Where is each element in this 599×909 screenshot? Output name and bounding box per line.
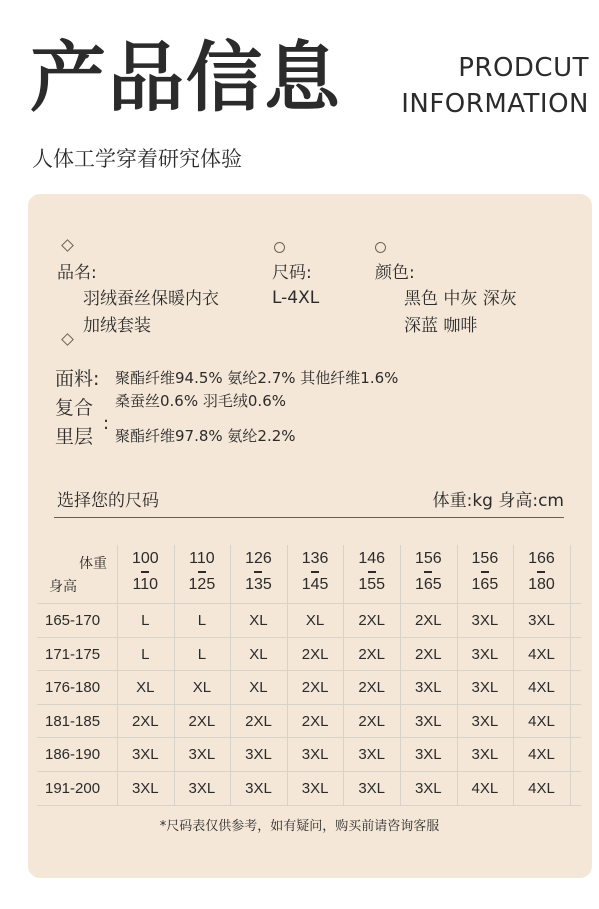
grid-hline [37,637,581,638]
weight-range-top: 146 [358,550,386,567]
english-title-line2: INFORMATION [401,89,589,119]
size-cell: 3XL [528,612,555,629]
color-values-line2: 深蓝 咖啡 [404,316,478,336]
size-cell: 2XL [131,712,159,730]
size-cell: 3XL [358,746,386,764]
product-name-line1: 羽绒蚕丝保暖内衣 [83,289,219,309]
grid-hline [37,704,581,705]
size-cell: 3XL [301,780,329,797]
weight-range-header [457,551,514,593]
weight-range-header [287,551,344,593]
size-cell: 3XL [358,780,386,797]
grid-hline [37,670,581,671]
size-cell: 2XL [358,612,386,629]
weight-range-header [400,551,457,593]
fabric-value: 聚酯纤维94.5% 氨纶2.7% 其他纤维1.6% [115,369,399,387]
size-cell: L [197,612,207,629]
size-cell: 3XL [414,679,442,697]
size-cell: 3XL [245,746,272,764]
size-cell: 4XL [528,746,555,764]
weight-range-header [230,551,287,593]
product-name-line2: 加绒套装 [83,316,151,336]
range-dash [141,571,149,573]
lining-label: 里层 [55,426,94,448]
weight-range-bottom: 145 [301,575,329,593]
size-cell: 4XL [528,780,555,797]
size-cell: 3XL [471,746,499,764]
weight-range-bottom: 165 [414,575,442,593]
size-cell: 3XL [414,746,442,764]
range-dash [311,571,319,573]
weight-range-top: 166 [528,550,555,567]
grid-hline [37,771,581,772]
height-range-label: 181-185 [45,712,101,730]
range-dash [368,571,376,573]
range-dash [254,571,262,573]
color-values-line1: 黑色 中灰 深灰 [404,289,517,309]
weight-range-header [513,551,570,593]
weight-range-top: 110 [189,550,215,567]
weight-range-bottom: 135 [245,575,272,593]
weight-range-bottom: 110 [132,575,159,593]
size-cell: 2XL [358,712,386,730]
english-title-line1: PRODCUT [458,53,589,83]
circle-bullet-icon [274,242,285,253]
fabric-label: 面料: [55,368,100,390]
weight-range-header [343,551,400,593]
size-chart-note: *尺码表仅供参考，如有疑问，购买前请咨询客服 [159,819,440,834]
height-range-label: 186-190 [45,746,101,764]
size-cell: XL [249,612,268,629]
size-section-heading: 选择您的尺码 [57,491,159,511]
composite-value: 桑蚕丝0.6% 羽毛绒0.6% [115,392,286,410]
height-range-label: 165-170 [45,612,101,629]
weight-range-top: 136 [301,550,329,567]
grid-hline [37,737,581,738]
grid-vline [570,545,571,805]
page-subtitle: 人体工学穿着研究体验 [32,147,242,171]
weight-range-bottom: 180 [528,575,555,593]
size-cell: 3XL [131,746,159,764]
size-cell: 2XL [358,679,386,697]
range-dash [424,571,432,573]
size-cell: XL [136,679,155,697]
grid-hline [37,603,581,604]
weight-range-bottom: 155 [358,575,386,593]
product-name-label: 品名: [57,263,97,283]
size-cell: 3XL [131,780,159,797]
size-cell: 3XL [245,780,272,797]
size-chart-table [37,545,581,805]
height-range-label: 191-200 [45,780,101,797]
size-cell: XL [249,645,268,663]
weight-range-bottom: 125 [188,575,216,593]
size-cell: XL [249,679,268,697]
size-cell: XL [305,612,325,629]
size-cell: 2XL [301,645,329,663]
size-cell: 3XL [414,712,442,730]
size-cell: 2XL [414,612,442,629]
weight-range-bottom: 165 [471,575,499,593]
color-label: 颜色: [375,263,415,283]
size-range-value: L-4XL [272,288,320,308]
size-cell: 3XL [471,712,499,730]
grid-hline [37,805,581,806]
page-title: 产品信息 [30,33,342,122]
size-cell: 2XL [245,712,272,730]
height-range-label: 176-180 [45,679,101,697]
size-cell: 3XL [188,780,216,797]
section-divider [54,517,564,518]
size-cell: 2XL [301,712,329,730]
size-cell: 2XL [414,645,442,663]
size-cell: 2XL [188,712,216,730]
size-cell: 2XL [358,645,386,663]
weight-range-header [174,551,231,593]
weight-range-top: 156 [414,550,442,567]
size-cell: 3XL [301,746,329,764]
corner-height-label: 身高 [49,579,77,595]
corner-weight-label: 体重 [79,556,107,572]
size-cell: 3XL [188,746,216,764]
circle-bullet-icon [375,242,386,253]
range-dash [537,571,545,573]
size-cell: 3XL [471,612,499,629]
range-dash [198,571,206,573]
lining-value: 聚酯纤维97.8% 氨纶2.2% [115,427,296,445]
lining-colon: : [103,413,110,434]
range-dash [481,571,489,573]
size-cell: 3XL [471,679,499,697]
size-cell: 4XL [528,679,555,697]
weight-range-top: 100 [131,550,159,567]
size-cell: 4XL [528,645,555,663]
weight-range-header [117,551,174,593]
size-range-label: 尺码: [272,263,312,283]
size-cell: 3XL [414,780,442,797]
weight-range-top: 126 [245,550,272,567]
size-cell: 4XL [471,780,499,797]
weight-range-top: 156 [471,550,499,567]
size-cell: 2XL [301,679,329,697]
size-cell: 3XL [471,645,499,663]
height-range-label: 171-175 [45,645,101,663]
composite-label: 复合 [55,397,94,419]
size-cell: L [197,645,207,663]
size-cell: L [141,645,150,663]
size-cell: 4XL [528,712,555,730]
size-cell: XL [192,679,212,697]
size-section-units: 体重:kg 身高:cm [432,491,564,511]
size-cell: L [141,612,150,629]
